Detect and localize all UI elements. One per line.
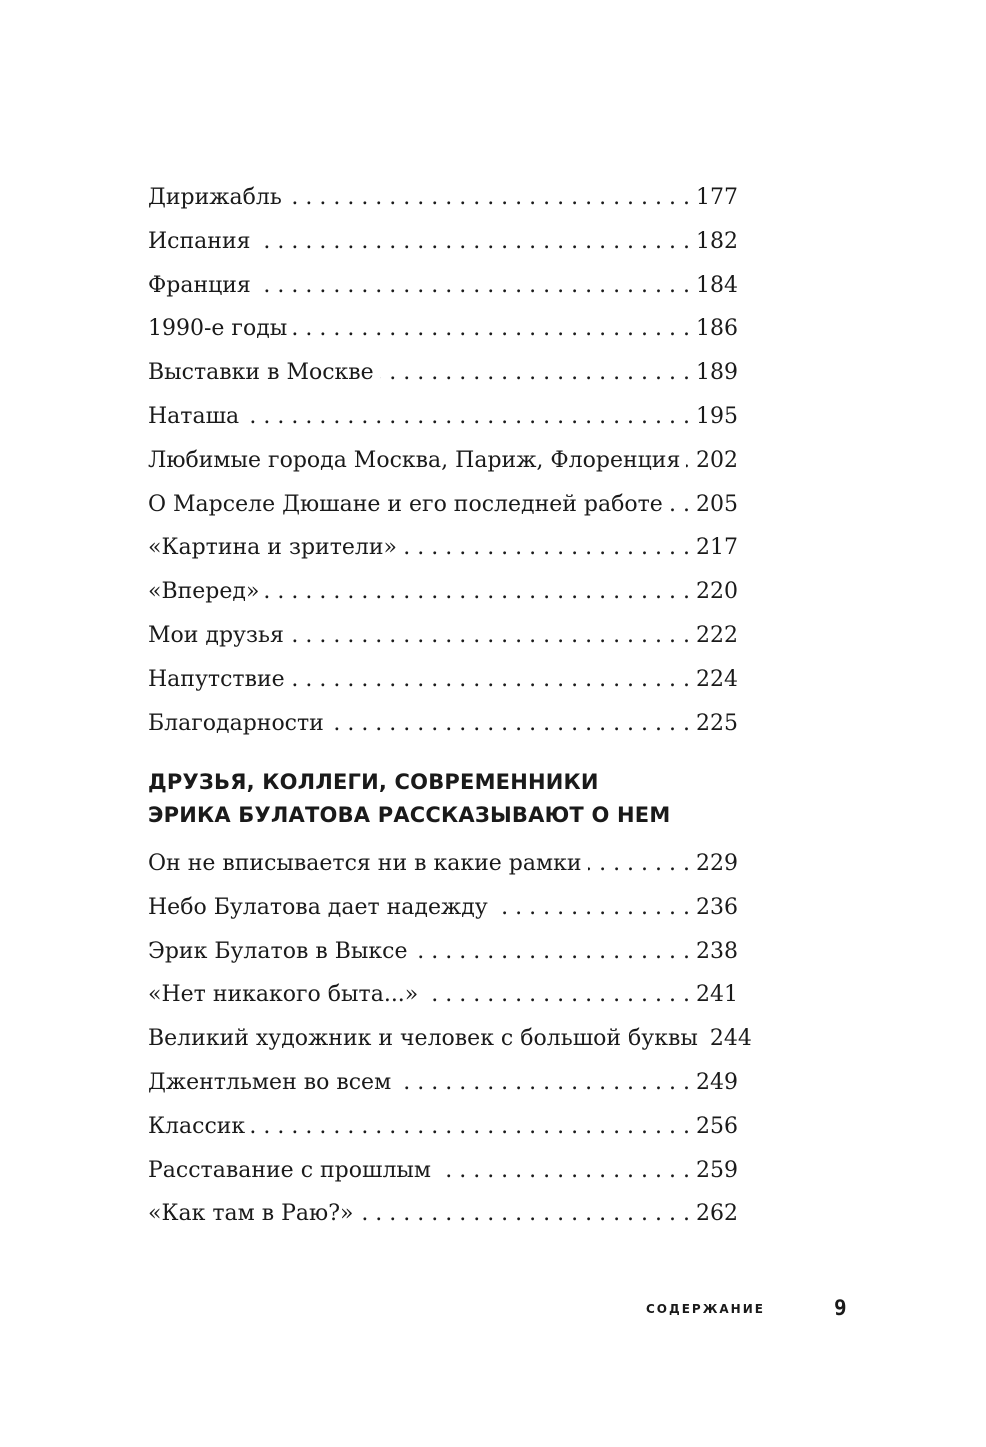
toc-entry[interactable] xyxy=(148,1192,738,1236)
toc-entry-title: Испания xyxy=(148,228,251,254)
toc-entry-title: Классик xyxy=(148,1113,246,1139)
toc-entry-title: Наташа xyxy=(148,403,240,429)
toc-entry-title: «Вперед» xyxy=(148,579,260,605)
toc-entry-title: Благодарности xyxy=(148,710,324,736)
toc-entry[interactable] xyxy=(148,395,738,439)
toc-entry-title: Небо Булатова дает надежду xyxy=(148,894,488,920)
dot-leader xyxy=(290,614,690,658)
toc-entry[interactable] xyxy=(148,842,738,886)
section-heading-line-2: ЭРИКА БУЛАТОВА РАССКАЗЫВАЮТ О НЕМ xyxy=(148,803,671,827)
toc-entry-page: 186 xyxy=(696,316,738,342)
toc-entry[interactable] xyxy=(148,930,738,974)
toc-entry[interactable] xyxy=(148,1105,738,1149)
toc-entry-page: 229 xyxy=(696,851,738,876)
toc-entry[interactable] xyxy=(148,702,738,746)
toc-entry[interactable] xyxy=(148,658,738,702)
dot-leader xyxy=(403,526,690,570)
toc-entry[interactable] xyxy=(148,526,738,570)
toc-entry-page: 202 xyxy=(696,447,738,473)
dot-leader xyxy=(265,570,690,614)
toc-entry[interactable] xyxy=(148,886,738,930)
toc-entry-page: 244 xyxy=(709,1026,752,1052)
toc-entry[interactable] xyxy=(148,973,738,1017)
toc-entry[interactable] xyxy=(148,1149,738,1193)
toc-entry[interactable] xyxy=(148,439,738,483)
toc-entry-page: 205 xyxy=(696,491,738,517)
toc-entry-title: 1990-е годы xyxy=(148,316,288,342)
dot-leader xyxy=(424,973,690,1017)
toc-entry-page: 184 xyxy=(696,272,738,298)
toc-entry-title: Он не вписывается ни в какие рамки xyxy=(148,851,582,876)
toc-entry-title: Великий художник и человек с большой буквы xyxy=(148,1026,698,1052)
toc-entry[interactable] xyxy=(148,570,738,614)
page-number: 9 xyxy=(834,1296,847,1320)
toc-entry-page: 238 xyxy=(696,938,738,964)
toc-entry-page: 249 xyxy=(696,1069,738,1095)
dot-leader xyxy=(413,930,690,974)
toc-entry-title: «Картина и зрители» xyxy=(148,535,397,561)
toc-entry-title: Эрик Булатов в Выксе xyxy=(148,938,408,964)
section-heading-line-1: ДРУЗЬЯ, КОЛЛЕГИ, СОВРЕМЕННИКИ xyxy=(148,770,599,794)
section-heading xyxy=(148,766,748,832)
toc-entry-title: Дирижабль xyxy=(148,185,282,210)
toc-entry-page: 259 xyxy=(696,1157,738,1183)
dot-leader xyxy=(330,702,690,746)
toc-entry[interactable] xyxy=(148,220,738,264)
toc-entry-page: 225 xyxy=(696,710,738,736)
dot-leader xyxy=(293,307,690,351)
toc-list-part-2 xyxy=(148,842,752,1236)
toc-entry-title: «Нет никакого быта...» xyxy=(148,982,419,1008)
toc-entry[interactable] xyxy=(148,1061,738,1105)
dot-leader xyxy=(669,483,690,527)
dot-leader xyxy=(245,395,690,439)
toc-entry-page: 222 xyxy=(696,622,738,648)
toc-entry-page: 236 xyxy=(696,894,738,920)
toc-entry-title: «Как там в Раю?» xyxy=(148,1201,354,1227)
dot-leader xyxy=(437,1149,690,1193)
toc-entry[interactable] xyxy=(148,351,738,395)
toc-entry-page: 177 xyxy=(696,185,738,210)
dot-leader xyxy=(359,1192,690,1236)
toc-entry-page: 241 xyxy=(696,982,738,1008)
dot-leader xyxy=(251,1105,690,1149)
toc-entry-page: 256 xyxy=(696,1113,738,1139)
dot-leader xyxy=(291,658,690,702)
toc-entry[interactable] xyxy=(148,1017,752,1061)
running-footer-title: СОДЕРЖАНИЕ xyxy=(646,1302,765,1316)
toc-entry-title: О Марселе Дюшане и его последней работе xyxy=(148,491,663,517)
dot-leader xyxy=(257,264,690,308)
toc-entry-title: Выставки в Москве xyxy=(148,360,374,386)
toc-entry-title: Джентльмен во всем xyxy=(148,1069,392,1095)
dot-leader xyxy=(588,842,690,886)
dot-leader xyxy=(257,220,691,264)
dot-leader xyxy=(288,176,690,220)
dot-leader xyxy=(380,351,690,395)
toc-entry-title: Любимые города Москва, Париж, Флоренция xyxy=(148,447,681,473)
dot-leader xyxy=(494,886,690,930)
toc-entry-page: 182 xyxy=(696,228,738,254)
toc-entry-page: 195 xyxy=(696,403,738,429)
toc-entry-page: 217 xyxy=(696,535,738,561)
toc-list-part-1 xyxy=(148,176,738,745)
toc-entry-page: 262 xyxy=(696,1201,738,1227)
toc-entry[interactable] xyxy=(148,307,738,351)
toc-entry-title: Напутствие xyxy=(148,666,285,692)
toc-entry[interactable] xyxy=(148,176,738,220)
toc-entry-title: Мои друзья xyxy=(148,622,284,648)
toc-entry-title: Расставание с прошлым xyxy=(148,1157,432,1183)
toc-entry[interactable] xyxy=(148,614,738,658)
toc-entry[interactable] xyxy=(148,264,738,308)
dot-leader xyxy=(397,1061,690,1105)
toc-entry-page: 224 xyxy=(696,666,738,692)
toc-entry-page: 189 xyxy=(696,360,738,386)
toc-entry-page: 220 xyxy=(696,579,738,605)
toc-entry[interactable] xyxy=(148,483,738,527)
toc-entry-title: Франция xyxy=(148,272,251,298)
